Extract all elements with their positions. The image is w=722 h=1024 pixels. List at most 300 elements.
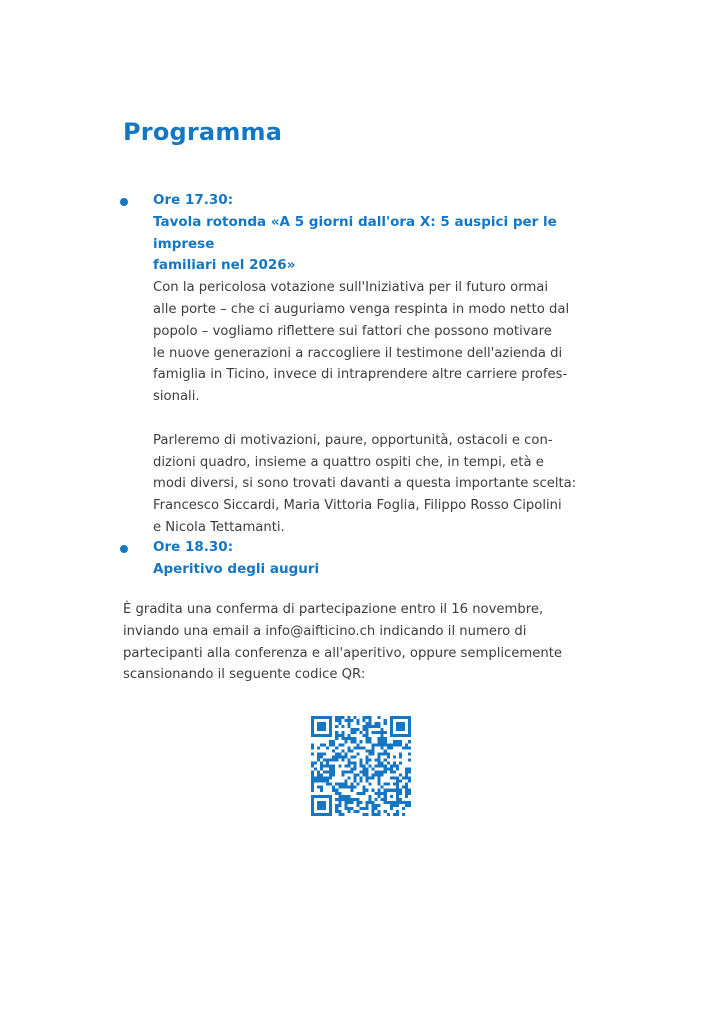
qr-module bbox=[405, 743, 408, 746]
qr-module bbox=[396, 716, 399, 719]
qr-module bbox=[329, 719, 332, 722]
qr-module bbox=[405, 789, 408, 792]
qr-module bbox=[390, 743, 393, 746]
qr-module bbox=[350, 807, 353, 810]
qr-module bbox=[378, 774, 381, 777]
qr-module bbox=[405, 786, 408, 789]
qr-module bbox=[384, 752, 387, 755]
qr-module bbox=[372, 768, 375, 771]
qr-module bbox=[375, 807, 378, 810]
qr-module bbox=[372, 731, 375, 734]
qr-module bbox=[341, 743, 344, 746]
qr-module bbox=[378, 737, 381, 740]
qr-module bbox=[356, 783, 359, 786]
qr-module bbox=[375, 743, 378, 746]
qr-module bbox=[320, 764, 323, 767]
qr-module bbox=[384, 798, 387, 801]
qr-module bbox=[344, 786, 347, 789]
qr-module bbox=[390, 768, 393, 771]
qr-module bbox=[338, 813, 341, 816]
qr-module bbox=[320, 789, 323, 792]
qr-module bbox=[366, 801, 369, 804]
qr-module bbox=[372, 810, 375, 813]
qr-module bbox=[381, 743, 384, 746]
qr-module bbox=[353, 798, 356, 801]
qr-module bbox=[323, 780, 326, 783]
qr-module bbox=[393, 804, 396, 807]
qr-module bbox=[335, 752, 338, 755]
qr-module bbox=[326, 734, 329, 737]
qr-module bbox=[402, 725, 405, 728]
qr-module bbox=[314, 716, 317, 719]
qr-module bbox=[332, 789, 335, 792]
qr-module bbox=[341, 716, 344, 719]
qr-module bbox=[338, 734, 341, 737]
qr-module bbox=[338, 722, 341, 725]
qr-module bbox=[317, 734, 320, 737]
qr-module bbox=[396, 789, 399, 792]
qr-module bbox=[402, 716, 405, 719]
page-title: Programma bbox=[123, 118, 283, 146]
qr-module bbox=[356, 722, 359, 725]
qr-module bbox=[329, 740, 332, 743]
qr-module bbox=[353, 786, 356, 789]
qr-module bbox=[408, 719, 411, 722]
qr-module bbox=[384, 740, 387, 743]
qr-module bbox=[399, 780, 402, 783]
qr-module bbox=[320, 777, 323, 780]
qr-module bbox=[320, 755, 323, 758]
qr-module bbox=[347, 786, 350, 789]
qr-code-icon[interactable] bbox=[311, 716, 411, 816]
qr-module bbox=[317, 801, 320, 804]
qr-module bbox=[320, 804, 323, 807]
qr-module bbox=[378, 752, 381, 755]
qr-module bbox=[326, 771, 329, 774]
qr-module bbox=[353, 777, 356, 780]
qr-module bbox=[405, 804, 408, 807]
qr-module bbox=[381, 728, 384, 731]
qr-module bbox=[396, 764, 399, 767]
qr-module bbox=[341, 758, 344, 761]
qr-module bbox=[335, 719, 338, 722]
qr-module bbox=[341, 786, 344, 789]
qr-module bbox=[356, 746, 359, 749]
qr-module bbox=[375, 771, 378, 774]
qr-module bbox=[356, 719, 359, 722]
qr-module bbox=[329, 764, 332, 767]
qr-module bbox=[381, 737, 384, 740]
qr-module bbox=[399, 774, 402, 777]
qr-module bbox=[387, 801, 390, 804]
qr-module bbox=[335, 725, 338, 728]
qr-module bbox=[323, 807, 326, 810]
qr-module bbox=[384, 758, 387, 761]
qr-module bbox=[350, 755, 353, 758]
qr-module bbox=[381, 771, 384, 774]
qr-module bbox=[356, 798, 359, 801]
qr-module bbox=[353, 810, 356, 813]
qr-module bbox=[311, 798, 314, 801]
qr-module bbox=[396, 798, 399, 801]
qr-module bbox=[390, 722, 393, 725]
qr-module bbox=[320, 743, 323, 746]
qr-module bbox=[369, 740, 372, 743]
qr-module bbox=[311, 783, 314, 786]
qr-module bbox=[396, 792, 399, 795]
qr-module bbox=[381, 761, 384, 764]
qr-module bbox=[332, 758, 335, 761]
qr-module bbox=[320, 768, 323, 771]
qr-module bbox=[359, 764, 362, 767]
qr-module bbox=[329, 783, 332, 786]
qr-module bbox=[366, 737, 369, 740]
qr-module bbox=[347, 761, 350, 764]
qr-module bbox=[329, 758, 332, 761]
qr-module bbox=[335, 804, 338, 807]
qr-module bbox=[326, 761, 329, 764]
qr-module bbox=[353, 755, 356, 758]
qr-module bbox=[408, 804, 411, 807]
qr-module bbox=[399, 798, 402, 801]
qr-module bbox=[335, 737, 338, 740]
qr-module bbox=[372, 789, 375, 792]
qr-module bbox=[311, 722, 314, 725]
qr-module bbox=[350, 728, 353, 731]
qr-module bbox=[405, 783, 408, 786]
qr-module bbox=[317, 813, 320, 816]
qr-module bbox=[375, 804, 378, 807]
qr-module bbox=[323, 777, 326, 780]
qr-module bbox=[353, 740, 356, 743]
qr-module bbox=[311, 761, 314, 764]
qr-module bbox=[369, 764, 372, 767]
qr-module bbox=[359, 777, 362, 780]
qr-module bbox=[311, 801, 314, 804]
program-paragraph-1-line: le nuove generazioni a raccogliere il testimone dell'azienda di bbox=[153, 345, 563, 361]
qr-module bbox=[399, 755, 402, 758]
qr-module bbox=[366, 768, 369, 771]
qr-module bbox=[311, 728, 314, 731]
qr-module bbox=[393, 740, 396, 743]
qr-module bbox=[393, 771, 396, 774]
qr-module bbox=[332, 743, 335, 746]
qr-module bbox=[405, 734, 408, 737]
qr-module bbox=[335, 755, 338, 758]
qr-module bbox=[329, 798, 332, 801]
program-heading-1-line-1: Tavola rotonda «A 5 giorni dall'ora X: 5 auspici per le imprese bbox=[153, 213, 557, 252]
qr-module bbox=[369, 777, 372, 780]
qr-module bbox=[347, 725, 350, 728]
qr-module bbox=[384, 795, 387, 798]
qr-module bbox=[332, 740, 335, 743]
qr-module bbox=[384, 768, 387, 771]
qr-module bbox=[353, 764, 356, 767]
qr-module bbox=[311, 752, 314, 755]
qr-module bbox=[335, 810, 338, 813]
qr-module bbox=[405, 792, 408, 795]
qr-module bbox=[387, 746, 390, 749]
qr-module bbox=[408, 801, 411, 804]
qr-module bbox=[387, 755, 390, 758]
qr-module bbox=[369, 725, 372, 728]
qr-module bbox=[384, 737, 387, 740]
qr-module bbox=[384, 783, 387, 786]
rsvp-note-line: partecipanti alla conferenza e all'aperitivo, oppure semplicemente bbox=[123, 645, 563, 661]
qr-module bbox=[408, 758, 411, 761]
qr-module bbox=[323, 813, 326, 816]
qr-module bbox=[326, 813, 329, 816]
qr-module bbox=[375, 725, 378, 728]
qr-module bbox=[338, 786, 341, 789]
qr-module bbox=[317, 722, 320, 725]
qr-module bbox=[393, 789, 396, 792]
qr-module bbox=[311, 795, 314, 798]
qr-module bbox=[366, 813, 369, 816]
qr-module bbox=[317, 777, 320, 780]
qr-module bbox=[408, 777, 411, 780]
qr-module bbox=[408, 792, 411, 795]
qr-module bbox=[344, 804, 347, 807]
qr-module bbox=[384, 810, 387, 813]
qr-module bbox=[366, 807, 369, 810]
qr-module bbox=[323, 725, 326, 728]
qr-module bbox=[369, 795, 372, 798]
qr-module bbox=[350, 761, 353, 764]
qr-module bbox=[320, 795, 323, 798]
qr-module bbox=[405, 746, 408, 749]
qr-module bbox=[402, 813, 405, 816]
qr-module bbox=[317, 780, 320, 783]
qr-module bbox=[363, 734, 366, 737]
qr-module bbox=[329, 801, 332, 804]
qr-module bbox=[366, 777, 369, 780]
program-paragraph-1-line: famiglia in Ticino, invece di intraprendere altre carriere profes- bbox=[153, 367, 568, 383]
qr-module bbox=[402, 728, 405, 731]
qr-module bbox=[314, 734, 317, 737]
qr-module bbox=[387, 768, 390, 771]
qr-module bbox=[344, 780, 347, 783]
qr-module bbox=[405, 801, 408, 804]
qr-module bbox=[332, 774, 335, 777]
program-paragraph-1-line: alle porte – che ci auguriamo venga respinta in modo netto dal bbox=[153, 301, 570, 317]
qr-module bbox=[311, 810, 314, 813]
qr-module bbox=[335, 734, 338, 737]
qr-module bbox=[384, 764, 387, 767]
qr-module bbox=[347, 749, 350, 752]
qr-module bbox=[332, 749, 335, 752]
qr-module bbox=[344, 764, 347, 767]
qr-module bbox=[378, 764, 381, 767]
qr-module bbox=[378, 777, 381, 780]
qr-module bbox=[408, 746, 411, 749]
qr-module bbox=[378, 804, 381, 807]
qr-module bbox=[344, 783, 347, 786]
qr-module bbox=[408, 768, 411, 771]
qr-module bbox=[323, 801, 326, 804]
qr-module bbox=[402, 801, 405, 804]
qr-module bbox=[390, 795, 393, 798]
qr-module bbox=[384, 789, 387, 792]
qr-module bbox=[375, 722, 378, 725]
qr-module bbox=[381, 731, 384, 734]
qr-module bbox=[341, 734, 344, 737]
qr-module bbox=[329, 777, 332, 780]
qr-module bbox=[393, 801, 396, 804]
qr-module bbox=[359, 807, 362, 810]
qr-module bbox=[381, 792, 384, 795]
qr-module bbox=[359, 746, 362, 749]
qr-module bbox=[347, 801, 350, 804]
qr-module bbox=[311, 764, 314, 767]
qr-module bbox=[363, 716, 366, 719]
qr-module bbox=[320, 734, 323, 737]
qr-module bbox=[405, 768, 408, 771]
qr-module bbox=[341, 771, 344, 774]
qr-module bbox=[359, 731, 362, 734]
qr-module bbox=[378, 810, 381, 813]
qr-module bbox=[366, 749, 369, 752]
program-paragraph-2-line: e Nicola Tettamanti. bbox=[153, 519, 285, 535]
qr-module bbox=[320, 761, 323, 764]
qr-module bbox=[332, 755, 335, 758]
qr-module bbox=[344, 795, 347, 798]
qr-module bbox=[405, 777, 408, 780]
qr-module bbox=[314, 777, 317, 780]
qr-module bbox=[402, 722, 405, 725]
qr-module bbox=[323, 804, 326, 807]
qr-module bbox=[359, 758, 362, 761]
qr-module bbox=[353, 728, 356, 731]
qr-module bbox=[350, 801, 353, 804]
qr-module bbox=[363, 792, 366, 795]
qr-module bbox=[326, 758, 329, 761]
qr-module bbox=[372, 801, 375, 804]
qr-module bbox=[350, 740, 353, 743]
qr-module bbox=[378, 725, 381, 728]
qr-module bbox=[335, 731, 338, 734]
qr-module bbox=[347, 758, 350, 761]
qr-module bbox=[390, 746, 393, 749]
qr-module bbox=[408, 725, 411, 728]
qr-module bbox=[317, 804, 320, 807]
bullet-icon bbox=[120, 198, 128, 206]
qr-module bbox=[311, 786, 314, 789]
qr-module bbox=[347, 734, 350, 737]
qr-module bbox=[314, 780, 317, 783]
qr-module bbox=[326, 746, 329, 749]
qr-module bbox=[344, 737, 347, 740]
qr-module bbox=[378, 761, 381, 764]
qr-module bbox=[359, 761, 362, 764]
qr-module bbox=[387, 813, 390, 816]
qr-module bbox=[320, 722, 323, 725]
qr-module bbox=[366, 731, 369, 734]
qr-module bbox=[408, 722, 411, 725]
qr-module bbox=[399, 740, 402, 743]
qr-module bbox=[341, 731, 344, 734]
qr-module bbox=[369, 798, 372, 801]
qr-module bbox=[396, 783, 399, 786]
qr-module bbox=[356, 804, 359, 807]
qr-module bbox=[366, 722, 369, 725]
program-heading-1-line-2: familiari nel 2026» bbox=[153, 257, 296, 274]
paragraph-spacer bbox=[153, 408, 593, 430]
qr-module bbox=[390, 777, 393, 780]
qr-module bbox=[317, 755, 320, 758]
qr-module bbox=[393, 783, 396, 786]
qr-module bbox=[329, 725, 332, 728]
qr-module bbox=[408, 731, 411, 734]
qr-module bbox=[378, 771, 381, 774]
qr-module bbox=[323, 722, 326, 725]
qr-module bbox=[369, 737, 372, 740]
qr-module bbox=[387, 761, 390, 764]
qr-module bbox=[396, 786, 399, 789]
qr-module bbox=[387, 743, 390, 746]
qr-module bbox=[366, 804, 369, 807]
qr-module bbox=[329, 722, 332, 725]
qr-module bbox=[366, 780, 369, 783]
qr-module bbox=[347, 719, 350, 722]
qr-module bbox=[338, 783, 341, 786]
qr-module bbox=[341, 774, 344, 777]
qr-module bbox=[329, 716, 332, 719]
qr-module bbox=[347, 716, 350, 719]
program-paragraph-2-line: modi diversi, si sono trovati davanti a questa importante scelta: bbox=[153, 476, 577, 492]
qr-module bbox=[396, 795, 399, 798]
qr-module bbox=[320, 780, 323, 783]
qr-module bbox=[372, 774, 375, 777]
qr-module bbox=[363, 771, 366, 774]
qr-module bbox=[369, 752, 372, 755]
qr-module bbox=[381, 746, 384, 749]
qr-module bbox=[317, 758, 320, 761]
qr-module bbox=[396, 801, 399, 804]
qr-module bbox=[350, 798, 353, 801]
qr-module bbox=[350, 749, 353, 752]
qr-module bbox=[326, 716, 329, 719]
qr-module bbox=[369, 758, 372, 761]
qr-module bbox=[326, 795, 329, 798]
qr-module bbox=[366, 771, 369, 774]
qr-module bbox=[369, 749, 372, 752]
qr-module bbox=[338, 719, 341, 722]
qr-module bbox=[329, 728, 332, 731]
qr-module bbox=[363, 813, 366, 816]
program-paragraph-2-line: Parleremo di motivazioni, paure, opportunità, ostacoli e con- bbox=[153, 432, 553, 448]
qr-module bbox=[378, 722, 381, 725]
qr-module bbox=[369, 722, 372, 725]
qr-module bbox=[390, 764, 393, 767]
qr-module bbox=[350, 719, 353, 722]
qr-module bbox=[323, 716, 326, 719]
qr-module bbox=[366, 755, 369, 758]
rsvp-note-line: scansionando il seguente codice QR: bbox=[123, 667, 366, 683]
qr-module bbox=[402, 746, 405, 749]
qr-module bbox=[329, 768, 332, 771]
qr-module bbox=[363, 719, 366, 722]
program-paragraph-2-line: dizioni quadro, insieme a quattro ospiti che, in tempi, età e bbox=[153, 454, 544, 470]
qr-module bbox=[332, 764, 335, 767]
qr-module bbox=[323, 743, 326, 746]
qr-module bbox=[402, 786, 405, 789]
qr-module bbox=[378, 789, 381, 792]
qr-module bbox=[378, 795, 381, 798]
qr-module bbox=[332, 786, 335, 789]
qr-module bbox=[390, 728, 393, 731]
qr-module bbox=[381, 774, 384, 777]
